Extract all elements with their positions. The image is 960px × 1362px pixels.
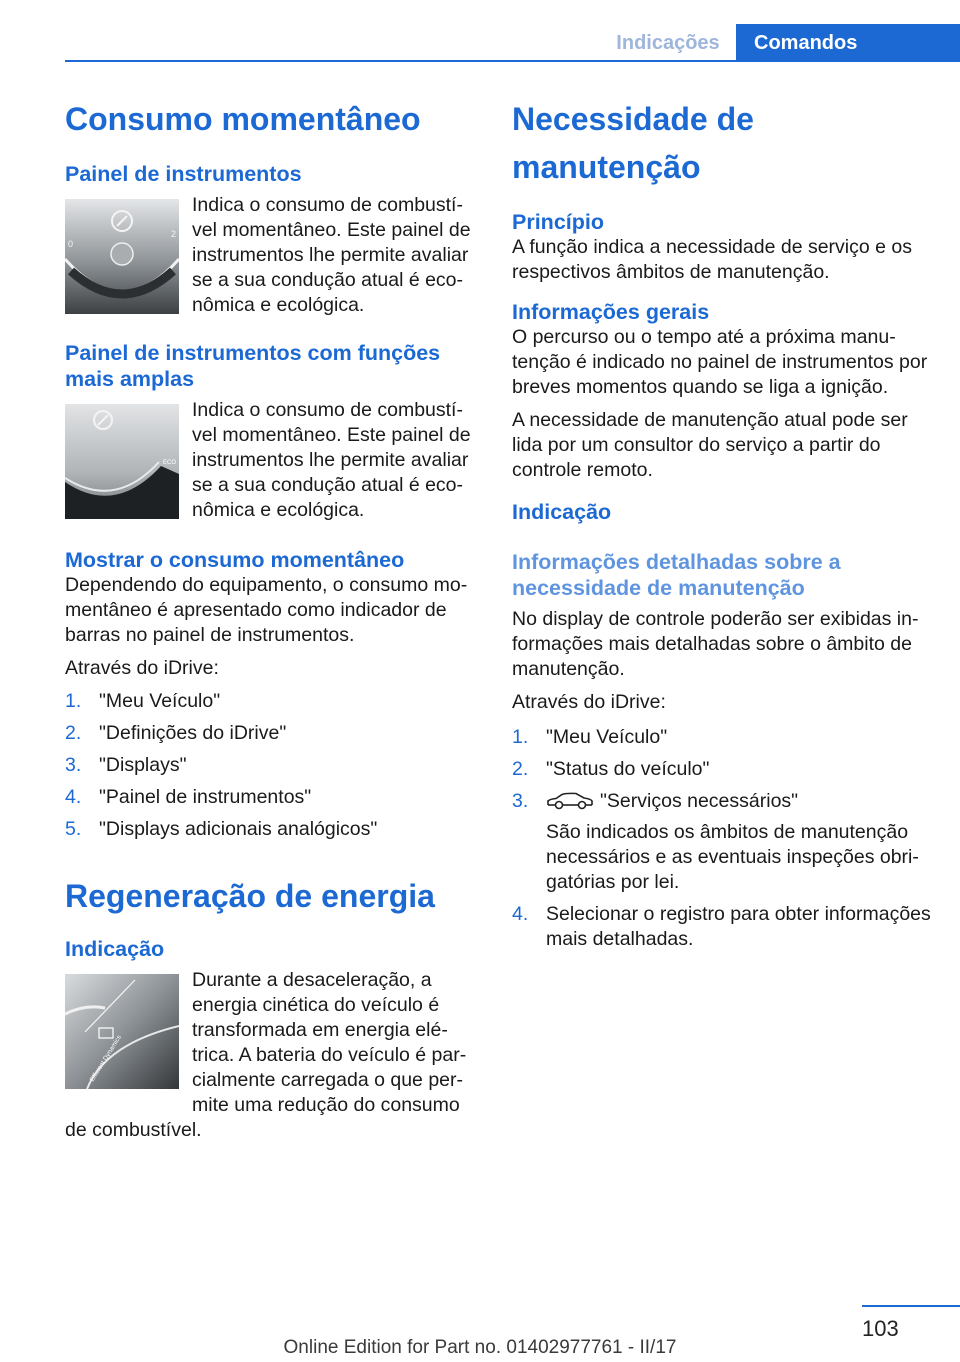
efficient-dynamics-label: Efficient Dynamics (88, 1034, 123, 1084)
paragraph-painel-amplas: Indica o consumo de combustível momentâneo. Este painel de instrumentos lhe permite avaliar se a sua condução atual é econômica e ecológica. (192, 399, 471, 521)
tab-indicacoes[interactable]: Indicações (616, 32, 720, 54)
list-item-text: "Serviços necessários" (600, 790, 799, 812)
list-item-number: 3. (65, 754, 82, 776)
instrument-gauge-image (65, 199, 179, 314)
gauge-side-label: 2 (171, 229, 177, 239)
list-item (65, 753, 480, 778)
heading-indicacao-left: Indicação (65, 937, 165, 961)
heading-informacoes-gerais: Informações gerais (512, 300, 710, 324)
list-item-number: 1. (512, 726, 529, 748)
list-item-number: 4. (512, 903, 529, 925)
section-painel-amplas (65, 396, 480, 527)
car-service-icon (546, 792, 594, 810)
heading-painel-amplas: Painel de instrumentos com funções mais amplas (65, 341, 441, 391)
heading-regeneracao: Regeneração de energia (65, 878, 435, 914)
paragraph-detalhes: No display de controle poderão ser exibidas informações mais detalhadas sobre o âmbito de manutenção. (512, 608, 919, 680)
regeneration-gauge-image (65, 974, 179, 1089)
tab-comandos[interactable]: Comandos (736, 24, 960, 60)
list-item-text: "Painel de instrumentos" (99, 786, 312, 808)
list-item-text: "Displays adicionais analógicos" (99, 818, 378, 840)
heading-principio: Princípio (512, 210, 604, 234)
list-item-number: 3. (512, 790, 529, 812)
list-item-text: "Status do veículo" (546, 758, 710, 780)
heading-indicacao-right: Indicação (512, 500, 612, 524)
list-item (512, 789, 932, 895)
list-item-text: "Meu Veículo" (99, 690, 221, 712)
right-column (512, 95, 932, 952)
heading-consumo-momentaneo: Consumo momentâneo (65, 101, 421, 137)
list-item-number: 2. (65, 722, 82, 744)
heading-informacoes-detalhadas: Informações detalhadas sobre a necessidade de manutenção (512, 550, 841, 600)
paragraph-informacoes-2: A necessidade de manutenção atual pode ser lida por um consultor do serviço a partir do controle remoto. (512, 409, 908, 481)
list-item (512, 902, 932, 952)
list-item-number: 2. (512, 758, 529, 780)
paragraph-regeneracao: Durante a desaceleração, a energia cinética do veículo é transformada em energia elétrica. A bateria do veículo é parcialmente carregada o que permite uma redução do consumo de combustível. (65, 969, 467, 1141)
heading-mostrar-consumo: Mostrar o consumo momentâneo (65, 548, 405, 572)
header-rule (65, 60, 960, 62)
paragraph-informacoes-1: O percurso ou o tempo até a próxima manutenção é indicado no painel de instrumentos por breves momentos quando se liga a ignição. (512, 326, 928, 398)
list-item (512, 725, 932, 750)
paragraph-idrive-right: Através do iDrive: (512, 691, 666, 713)
list-item-number: 4. (65, 786, 82, 808)
list-item (65, 817, 480, 842)
heading-necessidade-manutencao: Necessidade de manutenção (512, 101, 754, 185)
left-column (65, 95, 480, 1143)
list-item (65, 721, 480, 746)
dial-mini-label: ECO (163, 460, 177, 466)
heading-painel-instrumentos: Painel de instrumentos (65, 162, 302, 186)
right-steps-list (512, 725, 932, 952)
list-item-number: 5. (65, 818, 82, 840)
header-tabs (0, 0, 960, 62)
list-item-number: 1. (65, 690, 82, 712)
list-item (65, 785, 480, 810)
footer-rule (862, 1305, 960, 1307)
list-item-description: São indicados os âmbitos de manutenção necessários e as eventuais inspeções obrigatórias por lei. (546, 821, 919, 893)
list-item (65, 689, 480, 714)
list-item-text: Selecionar o registro para obter informações mais detalhadas. (546, 903, 931, 950)
list-item (512, 757, 932, 782)
instrument-gauge-extended-image (65, 404, 179, 519)
paragraph-principio: A função indica a necessidade de serviço e os respectivos âmbitos de manutenção. (512, 236, 913, 283)
paragraph-painel: Indica o consumo de combustível momentâneo. Este painel de instrumentos lhe permite avaliar se a sua condução atual é econômica e ecológica. (192, 194, 471, 316)
footer-edition: Online Edition for Part no. 01402977761 - II/17 (283, 1337, 677, 1358)
gauge-zero-label: 0 (68, 239, 74, 249)
list-item-text: "Definições do iDrive" (99, 722, 287, 744)
section-painel (65, 191, 480, 322)
page-number: 103 (862, 1316, 899, 1341)
paragraph-mostrar: Dependendo do equipamento, o consumo momentâneo é apresentado como indicador de barras no painel de instrumentos. (65, 574, 468, 646)
left-steps-list (65, 689, 480, 842)
list-item-text: "Displays" (99, 754, 187, 776)
section-regeneracao (65, 966, 480, 1143)
paragraph-idrive-left: Através do iDrive: (65, 657, 219, 679)
list-item-text: "Meu Veículo" (546, 726, 668, 748)
